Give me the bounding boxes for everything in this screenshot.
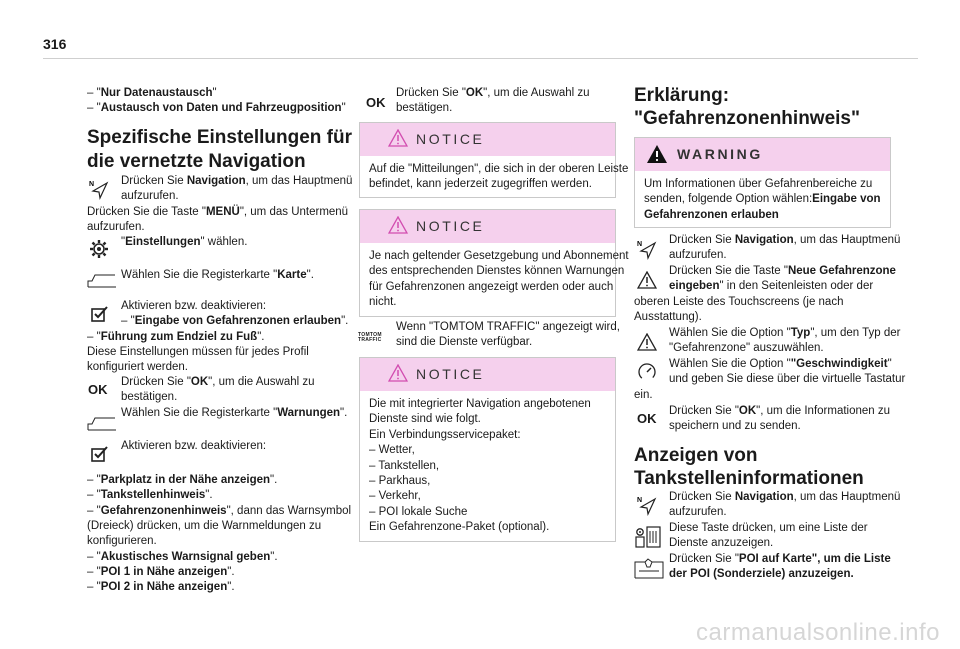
section-heading: "Gefahrenzonenhinweis" [634,108,860,129]
ok-icon: OK [88,382,108,397]
header-divider [43,58,918,59]
notice-header [360,358,615,391]
warning-header [635,138,890,171]
step-text: Wählen Sie die Registerkarte "Karte". [121,269,314,281]
list-item: – "Parkplatz in der Nähe anzeigen". [87,474,278,486]
step-text: Drücken Sie die Taste "Neue Gefahrenzone [669,265,896,277]
list-item: – "Gefahrenzonenhinweis", dann das Warnsymbol [87,505,352,517]
list-item: – "POI 2 in Nähe anzeigen". [87,581,235,593]
step-text: Ausstattung). [634,311,702,323]
list-item: konfigurieren. [87,535,157,547]
step-text: oberen Leiste des Touchscreens (je nach [634,296,844,308]
step-text: Drücken Sie "OK", um die Auswahl zu [121,376,315,388]
ok-icon: OK [637,411,657,426]
step-text: Drücken Sie "POI auf Karte", um die Liste [669,553,891,565]
step-text: ein. [634,389,653,401]
step-text: sind die Dienste verfügbar. [396,336,533,348]
navigation-icon [636,238,658,265]
warning-icon [637,271,657,294]
notice-label: NOTICE [416,131,485,147]
list-item: – "POI 1 in Nähe anzeigen". [87,566,235,578]
step-text: Wählen Sie die Option "Typ", um den Typ der [669,327,901,339]
warning-icon [388,364,408,387]
tomtom-traffic-logo: TOMTOM TRAFFIC [358,332,382,343]
notice-box [359,357,616,542]
list-item: – "Nur Datenaustausch" [87,87,217,99]
list-item: (Dreieck) drücken, um die Warnmeldungen zu [87,520,322,532]
poi-map-icon [634,558,664,585]
page-number: 316 [43,36,67,52]
gear-icon [88,238,110,265]
step-text: Drücken Sie die Taste "MENÜ", um das Untermenü [87,206,349,218]
step-text: Wenn "TOMTOM TRAFFIC" angezeigt wird, [396,321,620,333]
list-item: – "Eingabe von Gefahrenzonen erlauben". [121,315,349,327]
step-text: eingeben" in den Seitenleisten oder der [669,280,874,292]
checkbox-icon [91,305,109,328]
svg-text:N: N [637,497,643,504]
list-item: – "Tankstellenhinweis". [87,489,213,501]
step-text: Aktivieren bzw. deaktivieren: [121,300,267,312]
svg-text:N: N [89,181,95,188]
step-text: der POI (Sonderziele) anzuzeigen. [669,568,854,580]
section-heading: Erklärung: [634,85,730,106]
step-text: aufzurufen. [669,249,727,261]
step-text: Drücken Sie Navigation, um das Hauptmenü [121,175,353,187]
section-heading: Tankstelleninformationen [634,468,864,489]
step-text: und geben Sie diese über die virtuelle Tastatur [669,373,906,385]
notice-body: Die mit integrierter Navigation angebotenen Dienste sind wie folgt. Ein Verbindungsservicepaket: – Wetter, – Tankstellen, – Parkhaus, – Verkehr, – POI lokale Suche Ein Gefahrenzone-Paket (optional). [369,398,591,534]
warning-label: WARNING [677,146,763,162]
step-text: Wählen Sie die Option ""Geschwindigkeit" [669,358,892,370]
speedometer-icon [637,362,657,387]
step-text: bestätigen. [121,391,178,403]
section-heading: die vernetzte Navigation [87,151,306,172]
warning-icon [646,144,668,169]
section-heading: Anzeigen von [634,445,758,466]
step-text: Aktivieren bzw. deaktivieren: [121,440,267,452]
step-text: konfiguriert werden. [87,361,188,373]
svg-text:N: N [637,241,643,248]
warning-icon [388,216,408,239]
step-text: speichern und zu senden. [669,420,801,432]
notice-header [360,210,615,243]
warning-box [634,137,891,228]
step-text: Drücken Sie "OK", um die Auswahl zu [396,87,590,99]
list-item: – "Führung zum Endziel zu Fuß". [87,331,265,343]
notice-box [359,209,629,317]
step-text: aufzurufen. [87,221,145,233]
warning-icon [637,333,657,356]
notice-body: Je nach geltender Gesetzgebung und Abonnement des entsprechenden Dienstes können Warnungen für Gefahrenzonen angezeigt werden oder auch nicht. [369,250,629,309]
checkbox-icon [91,445,109,468]
step-text: Diese Taste drücken, um eine Liste der [669,522,868,534]
list-item: – "Austausch von Daten und Fahrzeugposition" [87,102,346,114]
ok-icon: OK [366,95,386,110]
warning-body: Um Informationen über Gefahrenbereiche zu senden, folgende Option wählen:Eingabe von Gefahrenzonen erlauben [644,178,881,221]
notice-body: Auf die "Mitteilungen", die sich in der oberen Leiste befindet, kann jederzeit zugegriffen werden. [369,163,629,191]
section-heading: Spezifische Einstellungen für [87,127,352,148]
watermark: carmanualsonline.info [696,619,940,646]
step-text: aufzurufen. [121,190,179,202]
step-text: "Einstellungen" wählen. [121,236,248,248]
step-text: Drücken Sie "OK", um die Informationen zu [669,405,891,417]
service-list-icon [634,525,662,554]
step-text: Wählen Sie die Registerkarte "Warnungen". [121,407,348,419]
step-text: Drücken Sie Navigation, um das Hauptmenü [669,234,901,246]
tab-icon [87,273,117,294]
step-text: Diese Einstellungen müssen für jedes Profil [87,346,309,358]
tab-icon [87,416,117,437]
notice-label: NOTICE [416,366,485,382]
step-text: Dienste anzuzeigen. [669,537,774,549]
step-text: aufzurufen. [669,506,727,518]
list-item: – "Akustisches Warnsignal geben". [87,551,278,563]
notice-box [359,122,629,198]
notice-header [360,123,615,156]
navigation-icon [88,178,110,205]
notice-label: NOTICE [416,218,485,234]
step-text: "Gefahrenzone" auszuwählen. [669,342,824,354]
step-text: Drücken Sie Navigation, um das Hauptmenü [669,491,901,503]
warning-icon [388,129,408,152]
step-text: bestätigen. [396,102,453,114]
navigation-icon [636,494,658,521]
